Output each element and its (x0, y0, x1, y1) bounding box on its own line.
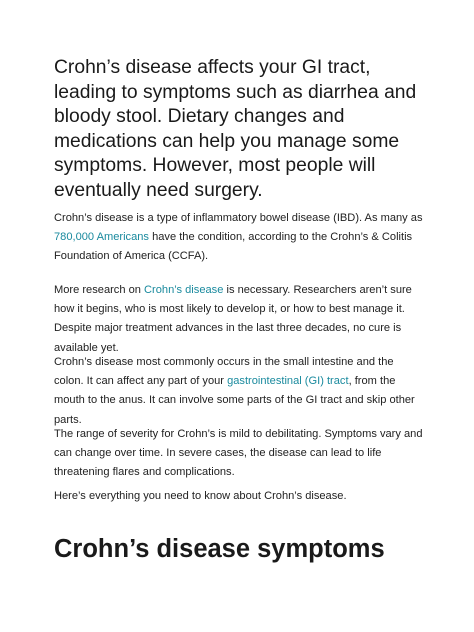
paragraph-intro-closing: Here’s everything you need to know about Crohn’s disease. (54, 490, 347, 502)
paragraph-text: More research on (54, 284, 145, 296)
paragraph-text: Crohn’s disease most commonly occurs in the small intestine and the colon. It can affect any part of your (54, 356, 394, 388)
article-lede: Crohn’s disease affects your GI tract, leading to symptoms such as diarrhea and bloody stool. Dietary changes and medications can help you manage some symptoms. However, most people will eventually need surgery. (54, 57, 417, 201)
paragraph-text: is necessary. Researchers aren’t sure how it begins, who is most likely to develop it, or how to best manage it. Despite major treatment advances in the last three decades, no cure is available yet. (54, 284, 412, 354)
section-heading-symptoms: Crohn’s disease symptoms (54, 535, 385, 563)
paragraph-text: have the condition, according to the Crohn’s & Colitis Foundation of America (CCFA). (54, 231, 413, 263)
paragraph-severity: The range of severity for Crohn’s is mild to debilitating. Symptoms vary and can change over time. In severe cases, the disease can lead to life threatening flares and complications. (54, 428, 423, 479)
link-gi-tract[interactable]: gastrointestinal (GI) tract (227, 375, 349, 388)
paragraph-text: , from the mouth to the anus. It can involve some parts of the GI tract and skip other parts. (54, 375, 415, 426)
paragraph-ibd-overview (54, 209, 426, 267)
link-780000-americans[interactable]: 780,000 Americans (54, 231, 149, 244)
link-crohns-disease[interactable]: Crohn’s disease (144, 284, 224, 296)
paragraph-where-it-occurs (54, 353, 426, 430)
paragraph-more-research (54, 281, 426, 358)
paragraph-text: Crohn’s disease is a type of inflammatory bowel disease (IBD). As many as (54, 212, 423, 224)
